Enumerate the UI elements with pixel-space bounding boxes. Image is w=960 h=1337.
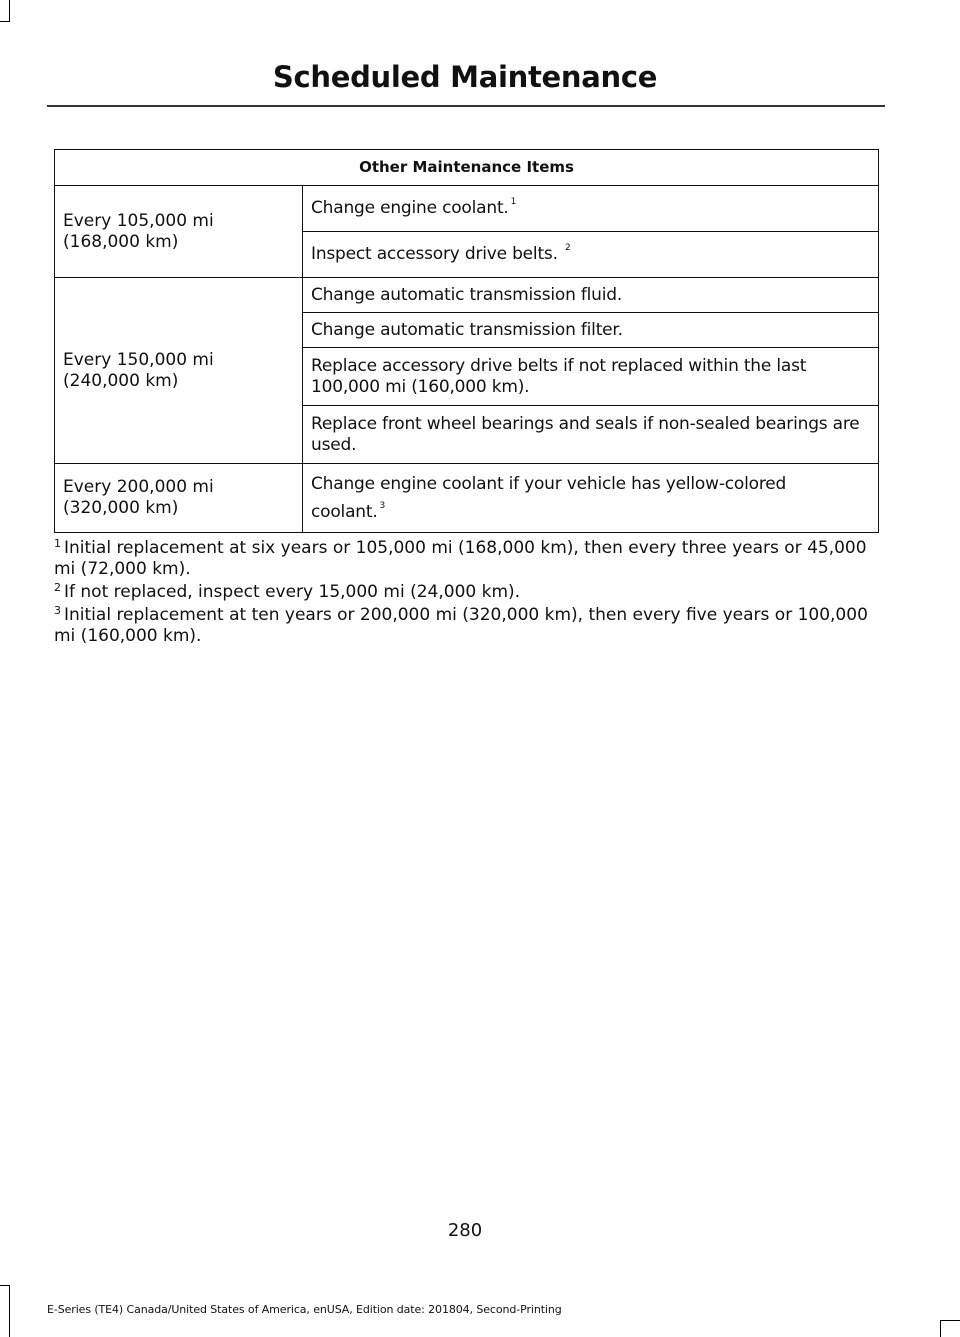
task-cell: Change automatic transmission fluid. [303,278,879,313]
interval-miles: Every 200,000 mi [63,477,214,497]
footnote-text: Initial replacement at ten years or 200,000 mi (320,000 km), then every five years or 100,000 mi (160,000 km). [54,605,868,646]
interval-cell [55,464,303,533]
task-text: Inspect accessory drive belts. [311,244,563,264]
page-title: Scheduled Maintenance [272,60,658,94]
table-heading: Other Maintenance Items [55,150,879,186]
interval-cell [55,278,303,464]
task-text: Change engine coolant if your vehicle has yellow-colored [311,474,787,494]
page-number: 280 [447,1220,483,1241]
table-row [55,464,879,533]
table-row [55,278,879,313]
title-divider [47,105,885,107]
interval-km: (320,000 km) [63,498,179,518]
task-cell [303,186,879,232]
footnote-ref: 2 [564,243,571,253]
task-text: coolant. [311,502,378,522]
interval-miles: Every 105,000 mi [63,210,214,231]
task-cell [303,232,879,278]
footnote-ref: 1 [510,197,517,207]
crop-mark-top-left [9,0,10,22]
task-cell: Change automatic transmission filter. [303,313,879,348]
interval-km: (168,000 km) [63,231,179,252]
table-header-row [55,150,879,186]
footnotes [54,538,884,649]
interval-miles: Every 150,000 mi [63,349,214,370]
interval-cell [55,186,303,278]
interval-km: (240,000 km) [63,370,179,391]
task-text: Change engine coolant. [311,198,509,218]
footnote-mark: 3 [54,604,61,617]
footnote-mark: 2 [54,581,61,594]
footnote [54,582,884,603]
crop-mark-bottom-left [0,1285,10,1286]
task-cell: Replace accessory drive belts if not replaced within the last 100,000 mi (160,000 km). [303,348,879,406]
footnote [54,605,884,647]
footnote-mark: 1 [54,537,61,550]
crop-mark-bottom-right [940,1320,960,1321]
maintenance-table [54,149,879,533]
table-row [55,186,879,232]
footnote-ref: 3 [379,501,386,511]
task-cell: Replace front wheel bearings and seals if non-sealed bearings are used. [303,406,879,464]
crop-mark-bottom-right [940,1320,941,1337]
crop-mark-bottom-left [9,1285,10,1337]
footnote [54,538,884,580]
footnote-text: If not replaced, inspect every 15,000 mi (24,000 km). [64,582,521,602]
task-cell [303,464,879,533]
footnote-text: Initial replacement at six years or 105,000 mi (168,000 km), then every three years or 45,000 mi (72,000 km). [54,538,867,579]
crop-mark-top-left [0,21,10,22]
edition-info: E-Series (TE4) Canada/United States of America, enUSA, Edition date: 201804, Second-Printing [47,1303,562,1316]
